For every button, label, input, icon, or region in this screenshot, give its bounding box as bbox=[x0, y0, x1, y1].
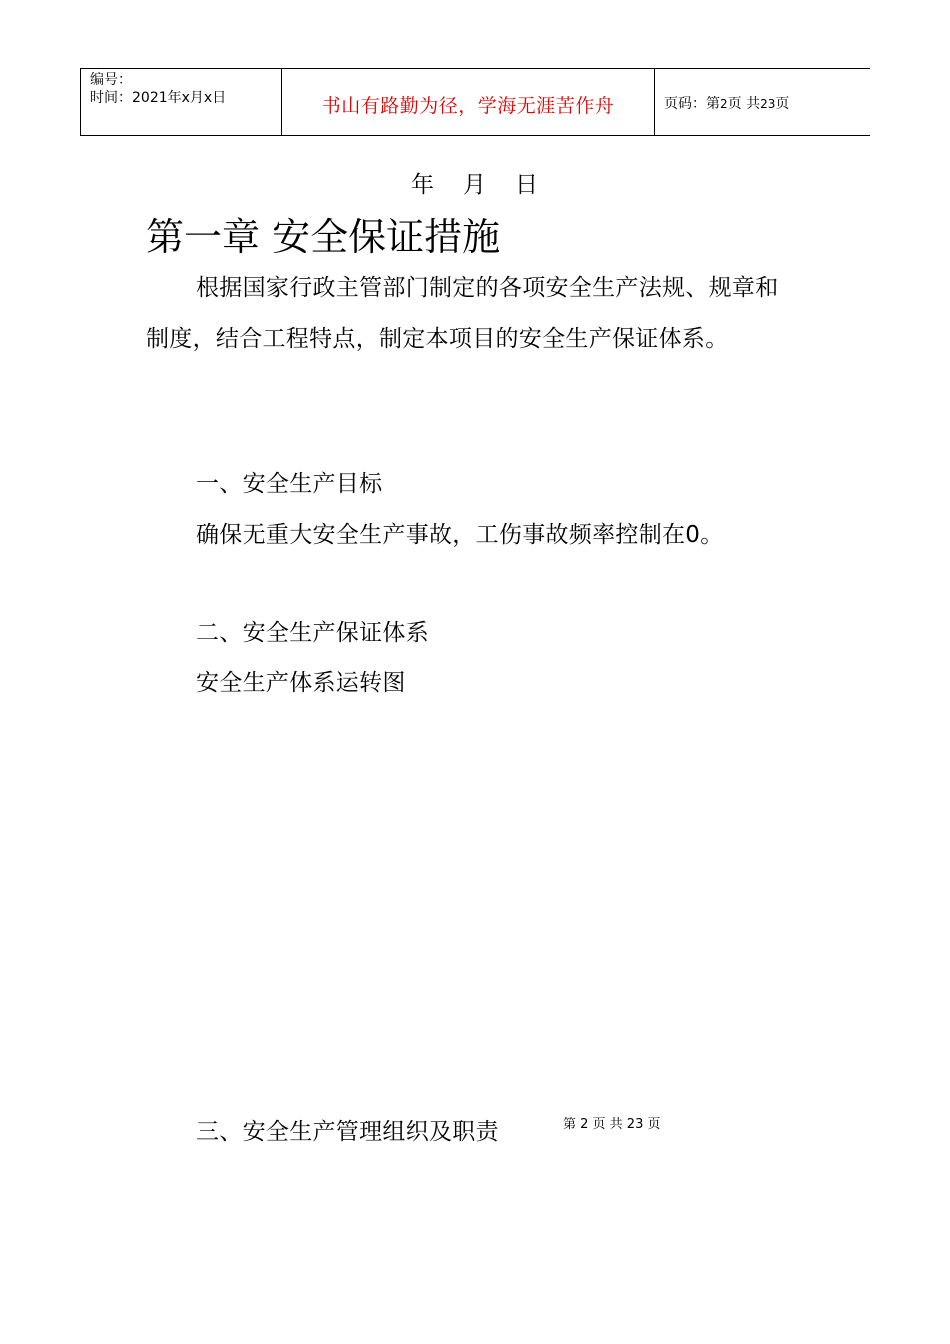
page-total: 23 bbox=[760, 97, 776, 111]
header-table bbox=[80, 68, 870, 136]
header-motto-cell bbox=[282, 69, 655, 136]
header-page-info bbox=[655, 69, 870, 113]
header-page-cell bbox=[655, 69, 871, 136]
page-prefix: 页码：第 bbox=[664, 96, 720, 112]
section-1-heading: 一、安全生产目标 bbox=[196, 471, 383, 497]
section-2-body: 安全生产体系运转图 bbox=[196, 670, 406, 696]
date-month: 月 bbox=[463, 172, 487, 198]
date-year: 年 bbox=[411, 172, 435, 198]
intro-paragraph: 根据国家行政主管部门制定的各项安全生产法规、规章和制度，结合工程特点，制定本项目的安全生产保证体系。 bbox=[146, 275, 779, 352]
doc-time-label: 时间：2021年x月x日 bbox=[90, 90, 227, 106]
date-day: 日 bbox=[515, 172, 539, 198]
motto-text: 书山有路勤为径，学海无涯苦作舟 bbox=[321, 95, 615, 117]
chapter-title: 第一章 安全保证措施 bbox=[146, 215, 501, 259]
page-mid: 页 共 bbox=[727, 96, 761, 112]
page-current: 2 bbox=[720, 97, 728, 111]
section-3-heading: 三、安全生产管理组织及职责 bbox=[196, 1119, 499, 1145]
footer-page-number: 第 2 页 共 23 页 bbox=[563, 1117, 661, 1132]
section-2-heading: 二、安全生产保证体系 bbox=[196, 620, 429, 646]
section-1-body: 确保无重大安全生产事故，工伤事故频率控制在0。 bbox=[196, 522, 724, 548]
header-meta-cell bbox=[81, 69, 282, 136]
date-line bbox=[0, 166, 950, 199]
doc-number-label: 编号： bbox=[90, 72, 132, 88]
page-suffix: 页 bbox=[775, 96, 790, 112]
